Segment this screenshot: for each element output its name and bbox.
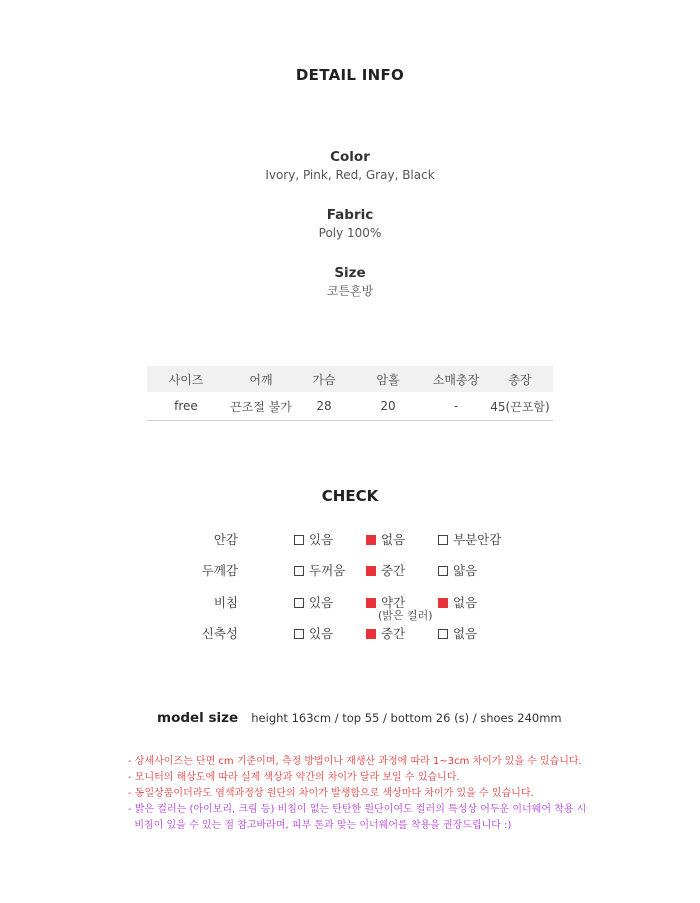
- notice-item: 비침이 있을 수 있는 점 참고바라며, 피부 톤과 맞는 이너웨어를 착용을 권장드립니다 :): [128, 820, 512, 831]
- checkbox-empty-icon: [438, 629, 448, 639]
- table-cell: -: [425, 392, 487, 421]
- check-option-label: 없음: [453, 626, 478, 641]
- check-option: [294, 530, 333, 548]
- checkbox-filled-icon: [366, 535, 376, 545]
- check-option: [366, 530, 405, 548]
- check-row-transparency: [0, 593, 700, 622]
- check-row-label: 두께감: [201, 563, 238, 578]
- table-cell: 끈조절 불가: [225, 392, 297, 421]
- size-table-header: 소매총장: [425, 366, 487, 392]
- check-option: [294, 593, 333, 611]
- check-row-lining: [0, 530, 700, 550]
- check-option-label: 있음: [309, 532, 334, 547]
- table-cell: 28: [297, 392, 351, 421]
- check-option-note: (밝은 컬러): [378, 609, 433, 622]
- size-table: [147, 366, 553, 421]
- check-option-label: 부분안감: [453, 532, 502, 547]
- check-option: [438, 593, 477, 611]
- notice-item: - 동일상품이더라도 염색과정상 원단의 차이가 발생함으로 색상마다 차이가 있을 수 있습니다.: [128, 788, 534, 799]
- check-option-label: 중간: [381, 563, 406, 578]
- check-row-thickness: [0, 561, 700, 581]
- check-title: CHECK: [321, 487, 379, 505]
- check-option-label: 약간: [381, 595, 406, 610]
- size-table-header: 사이즈: [147, 366, 225, 392]
- checkbox-filled-icon: [366, 598, 376, 608]
- notice-item: - 모니터의 해상도에 따라 실제 색상과 약간의 차이가 달라 보일 수 있습니다.: [128, 772, 460, 783]
- color-label: Color: [330, 149, 370, 165]
- size-table-header: 가슴: [297, 366, 351, 392]
- model-size: [157, 707, 562, 726]
- check-row-label: 비침: [213, 595, 238, 610]
- check-option: [294, 561, 345, 579]
- notice-item: - 밝은 컬러는 (아이보리, 크림 등) 비침이 없는 탄탄한 원단이여도 컬러의 특성상 어두운 이너웨어 착용 시: [128, 804, 587, 815]
- detail-info-title: DETAIL INFO: [295, 66, 405, 84]
- checkbox-empty-icon: [294, 566, 304, 576]
- checkbox-empty-icon: [438, 566, 448, 576]
- check-option: [438, 624, 477, 642]
- check-option: [366, 561, 405, 579]
- table-cell: 45(끈포함): [487, 392, 553, 421]
- check-option: [438, 561, 477, 579]
- size-table-header: 어깨: [225, 366, 297, 392]
- size-table-header: 암홀: [351, 366, 425, 392]
- model-size-label: model size: [157, 710, 239, 726]
- fabric-info: [0, 206, 700, 242]
- checkbox-filled-icon: [366, 629, 376, 639]
- checkbox-filled-icon: [438, 598, 448, 608]
- checkbox-empty-icon: [294, 598, 304, 608]
- check-option: [294, 624, 333, 642]
- size-info: [0, 264, 700, 300]
- notice-list: [128, 754, 688, 834]
- check-option-label: 있음: [309, 626, 334, 641]
- checkbox-empty-icon: [294, 535, 304, 545]
- checkbox-empty-icon: [294, 629, 304, 639]
- table-row: [147, 392, 553, 421]
- check-option-label: 중간: [381, 626, 406, 641]
- check-option-label: 얇음: [453, 563, 478, 578]
- check-row-elasticity: [0, 624, 700, 644]
- size-value: 코튼혼방: [326, 284, 374, 298]
- checkbox-empty-icon: [438, 535, 448, 545]
- check-option-label: 없음: [381, 532, 406, 547]
- check-option-label: 없음: [453, 595, 478, 610]
- check-option: [366, 624, 405, 642]
- check-option: [438, 530, 501, 548]
- fabric-value: Poly 100%: [318, 226, 382, 240]
- check-option-label: 두꺼움: [309, 563, 346, 578]
- check-row-label: 신축성: [201, 626, 238, 641]
- size-table-header-row: [147, 366, 553, 392]
- table-cell: free: [147, 392, 225, 421]
- color-value: Ivory, Pink, Red, Gray, Black: [265, 168, 435, 182]
- check-row-label: 안감: [213, 532, 238, 547]
- fabric-label: Fabric: [326, 207, 374, 223]
- color-info: [0, 148, 700, 184]
- checkbox-filled-icon: [366, 566, 376, 576]
- model-size-value: height 163cm / top 55 / bottom 26 (s) / shoes 240mm: [251, 711, 562, 725]
- notice-item: - 상세사이즈는 단면 cm 기준이며, 측정 방법이나 재생산 과정에 따라 1~3cm 차이가 있을 수 있습니다.: [128, 756, 582, 767]
- size-table-header: 총장: [487, 366, 553, 392]
- check-option-label: 있음: [309, 595, 334, 610]
- table-cell: 20: [351, 392, 425, 421]
- size-label: Size: [334, 265, 366, 281]
